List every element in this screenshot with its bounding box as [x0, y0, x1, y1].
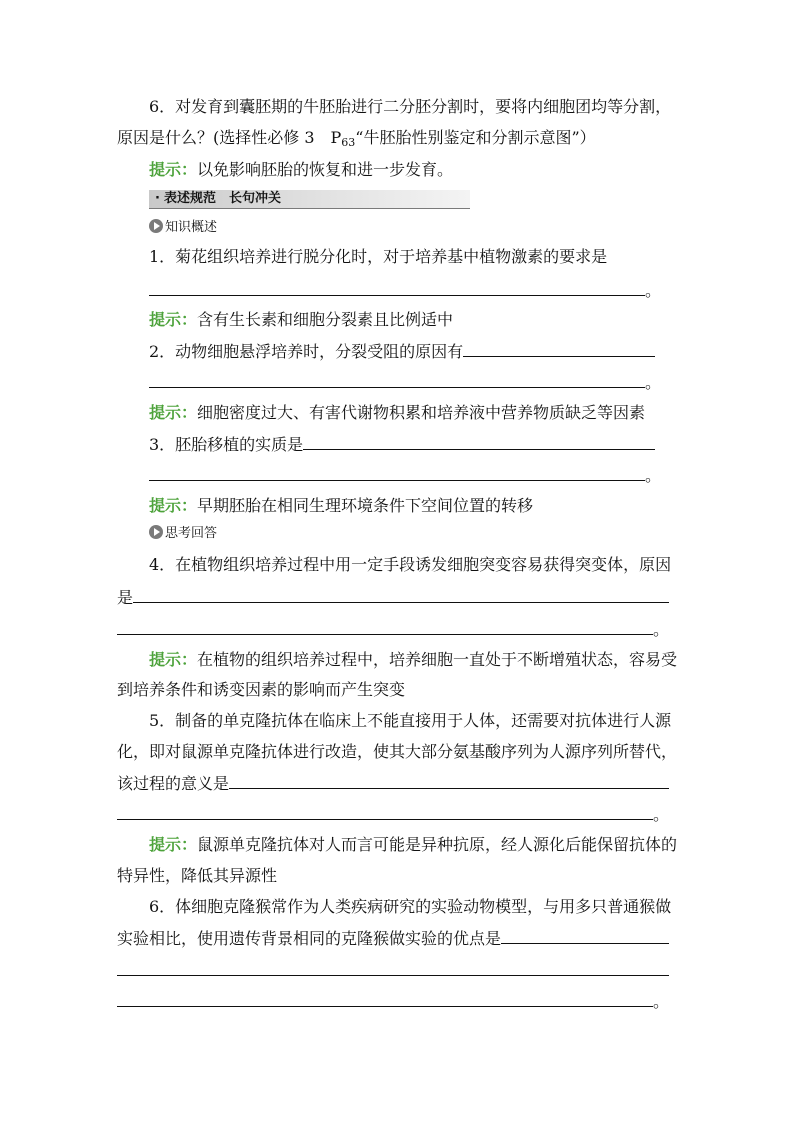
answer-blank[interactable]	[229, 771, 669, 789]
section-bullet: ·	[155, 191, 160, 206]
question-5-hint-line1	[149, 833, 677, 857]
question-6-prompt-line1: 6．体细胞克隆猴常作为人类疾病研究的实验动物模型，与用多只普通猴做	[149, 897, 672, 916]
period: 。	[653, 992, 670, 1011]
hint-text: 在植物的组织培养过程中，培养细胞一直处于不断增殖状态，容易受	[197, 650, 678, 669]
question-3-prompt	[149, 432, 677, 457]
question-2-prompt	[149, 339, 677, 364]
question-5-prompt-line1: 5．制备的单克隆抗体在临床上不能直接用于人体，还需要对抗体进行人源	[149, 711, 672, 730]
q6-intro-figure-title: “牛胚胎性别鉴定和分割示意图”）	[355, 128, 596, 147]
answer-blank[interactable]	[303, 432, 655, 450]
hint-label: 提示：	[149, 160, 198, 179]
q6-intro-source: 原因是什么？(选择性必修 3 P	[117, 128, 342, 147]
subsection-knowledge-label: 知识概述	[165, 220, 218, 235]
question-2-text: 2．动物细胞悬浮培养时，分裂受阻的原因有	[149, 342, 464, 361]
question-6-text: 实验相比，使用遗传背景相同的克隆猴做实验的优点是	[117, 929, 502, 948]
question-5-hint-line2: 特异性，降低其异源性	[117, 866, 278, 885]
question-1-hint	[149, 308, 677, 332]
answer-blank[interactable]	[149, 278, 645, 296]
question-3-hint	[149, 494, 677, 518]
hint-text: 以免影响胚胎的恢复和进一步发育。	[197, 160, 454, 179]
period: 。	[645, 281, 662, 300]
subsection-thinking	[149, 525, 217, 543]
hint-label: 提示：	[149, 403, 198, 422]
q6-intro-line1: 6．对发育到囊胚期的牛胚胎进行二分胚分割时，要将内细胞团均等分割，	[149, 97, 672, 116]
hint-text: 鼠源单克隆抗体对人而言可能是异种抗原，经人源化后能保留抗体的	[197, 835, 678, 854]
section-band	[149, 190, 470, 209]
play-circle-icon	[149, 525, 163, 539]
answer-blank[interactable]	[117, 802, 653, 820]
answer-blank[interactable]	[501, 926, 669, 944]
hint-label: 提示：	[149, 835, 198, 854]
question-2-answer-line	[149, 370, 677, 395]
question-2-hint	[149, 401, 677, 425]
play-circle-icon	[149, 219, 163, 233]
answer-blank[interactable]	[117, 989, 653, 1007]
hint-label: 提示：	[149, 650, 198, 669]
question-3-text: 3．胚胎移植的实质是	[149, 435, 304, 454]
question-4-hint-line1	[149, 648, 677, 672]
question-6-answer-line1	[117, 958, 677, 983]
hint-label: 提示：	[149, 310, 198, 329]
hint-text: 细胞密度过大、有害代谢物积累和培养液中营养物质缺乏等因素	[197, 403, 646, 422]
answer-blank[interactable]	[117, 617, 653, 635]
question-1-prompt: 1．菊花组织培养进行脱分化时，对于培养基中植物激素的要求是	[149, 247, 608, 266]
q6-intro-line2	[117, 126, 677, 155]
answer-blank[interactable]	[117, 958, 669, 976]
subsection-thinking-label: 思考回答	[165, 526, 218, 541]
section-title: 表述规范 长句冲关	[163, 191, 281, 206]
answer-blank[interactable]	[133, 585, 669, 603]
period: 。	[645, 466, 662, 485]
period: 。	[653, 620, 670, 639]
q6-intro-hint	[149, 158, 677, 182]
question-3-answer-line	[149, 463, 677, 488]
hint-text: 早期胚胎在相同生理环境条件下空间位置的转移	[197, 496, 534, 515]
question-4-prompt-line1: 4．在植物组织培养过程中用一定手段诱发细胞突变容易获得突变体，原因	[149, 555, 672, 574]
answer-blank[interactable]	[149, 463, 645, 481]
q6-intro-page-subscript: 63	[341, 136, 356, 149]
period: 。	[653, 805, 670, 824]
hint-label: 提示：	[149, 496, 198, 515]
question-6-prompt-line2	[117, 926, 677, 951]
subsection-knowledge	[149, 219, 217, 237]
question-5-text: 该过程的意义是	[117, 774, 230, 793]
period: 。	[645, 373, 662, 392]
answer-blank[interactable]	[149, 370, 645, 388]
question-6-answer-line2	[117, 989, 677, 1014]
question-5-answer-line	[117, 802, 677, 827]
question-4-answer-line	[117, 617, 677, 642]
question-5-prompt-line2: 化，即对鼠源单克隆抗体进行改造，使其大部分氨基酸序列为人源序列所替代，	[117, 742, 678, 761]
question-4-hint-line2: 到培养条件和诱变因素的影响而产生突变	[117, 680, 406, 699]
question-5-prompt-line3	[117, 771, 677, 796]
answer-blank[interactable]	[463, 339, 655, 357]
question-1-answer-line	[149, 278, 677, 303]
hint-text: 含有生长素和细胞分裂素且比例适中	[197, 310, 454, 329]
question-4-prompt-line2	[117, 585, 677, 610]
question-4-text: 是	[117, 588, 134, 607]
